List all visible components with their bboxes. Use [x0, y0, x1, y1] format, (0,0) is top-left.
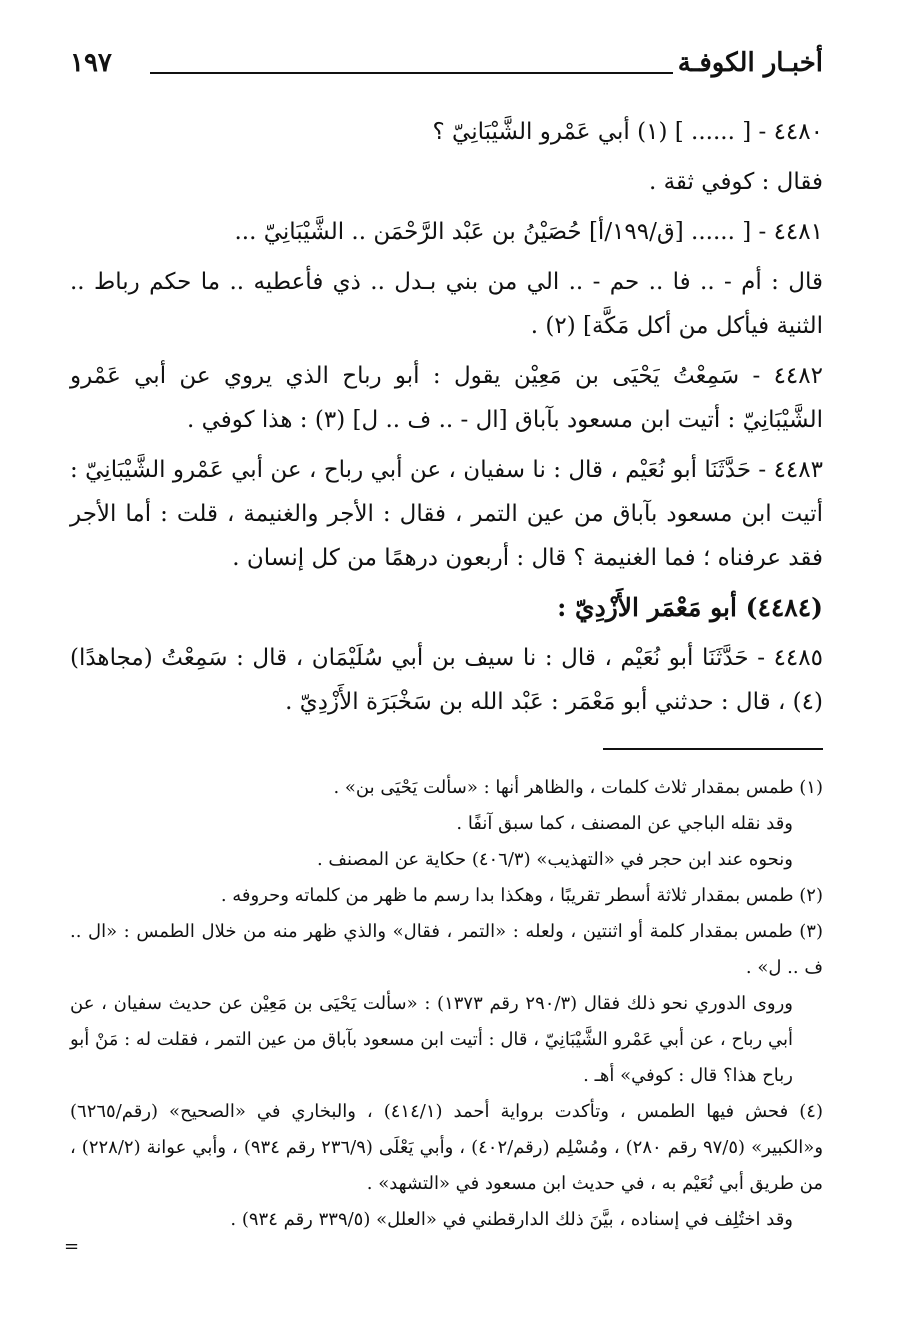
- entry-4480: ٤٤٨٠ - [ ...... ] (١) أبي عَمْرو الشَّيْبَانِيّ ؟: [432, 119, 823, 145]
- running-title: أخبـار الكوفـة: [677, 48, 823, 78]
- entry-4481: ٤٤٨١ - [ ...... [ق/١٩٩/أ] حُصَيْنُ بن عَبْد الرَّحْمَن .. الشَّيْبَانِيّ ...: [234, 219, 823, 245]
- entry-4483: ٤٤٨٣ - حَدَّثَنَا أبو نُعَيْم ، قال : نا سفيان ، عن أبي رباح ، عن أبي عَمْرو الشَّيْبَانِيّ : أتيت ابن مسعود بآباق من عين التمر ، فقال : الأجر والغنيمة ، قلت : أما الأجر فقد عرفناه ؛ فما الغنيمة ؟ قال : أربعون درهمًا من كل إنسان .: [70, 457, 823, 571]
- footnote-4-line-2: وقد اختُلِف في إسناده ، بيَّنَ ذلك الدارقطني في «العلل» (٣٣٩/٥ رقم ٩٣٤) .: [230, 1209, 793, 1230]
- main-text: [70, 110, 823, 730]
- footnote-3: (٣) طمس بمقدار كلمة أو اثنتين ، ولعله : «التمر ، فقال» والذي ظهر منه من خلال الطمس : «ال .. ف .. ل» .: [70, 921, 823, 978]
- footnotes: [70, 770, 823, 1238]
- footnote-1-line-3: ونحوه عند ابن حجر في «التهذيب» (٤٠٦/٣) حكاية عن المصنف .: [316, 849, 793, 870]
- continuation-mark: =: [64, 1236, 80, 1257]
- footnote-4: (٤) فحش فيها الطمس ، وتأكدت برواية أحمد (٤١٤/١) ، والبخاري في «الصحيح» (رقم/٦٢٦٥) و«الكبير» (٩٧/٥ رقم ٢٨٠) ، ومُسْلِم (رقم/٤٠٢) ، وأبي يَعْلَى (٢٣٦/٩ رقم ٩٣٤) ، وأبي عوانة (٢٢٨/٢) ، من طريق أبي نُعَيْم به ، في حديث ابن مسعود في «التشهد» .: [70, 1101, 824, 1194]
- entry-4485: ٤٤٨٥ - حَدَّثَنَا أبو نُعَيْم ، قال : نا سيف بن أبي سُلَيْمَان ، قال : سَمِعْتُ (مجاهدًا) (٤) ، قال : حدثني أبو مَعْمَر : عَبْد الله بن سَخْبَرَة الأَزْدِيّ .: [70, 645, 823, 715]
- footnote-1: (١) طمس بمقدار ثلاث كلمات ، والظاهر أنها : «سألت يَحْيَى بن» .: [333, 777, 823, 798]
- header-rule: [150, 72, 673, 74]
- entry-4481-continued: قال : أم - .. فا .. حم - .. الي من بني بـدل .. ذي فأعطيه .. ما حكم رباط .. الثنية فيأكل من أكل مَكَّة] (٢) .: [70, 269, 823, 339]
- page-header: [70, 48, 823, 88]
- entry-4480-answer: فقال : كوفي ثقة .: [648, 169, 823, 195]
- footnote-separator: [603, 748, 823, 750]
- entry-4482: ٤٤٨٢ - سَمِعْتُ يَحْيَى بن مَعِيْن يقول : أبو رباح الذي يروي عن أبي عَمْرو الشَّيْبَانِيّ : أتيت ابن مسعود بآباق [ال - .. ف .. ل] (٣) : هذا كوفي .: [70, 363, 823, 433]
- footnote-3-line-2: وروى الدوري نحو ذلك فقال (٢٩٠/٣ رقم ١٣٧٣) : «سألت يَحْيَى بن مَعِيْن عن حديث سفيان ، عن أبي رباح ، عن أبي عَمْرو الشَّيْبَانِيّ ، قال : أتيت ابن مسعود بآباق من عين التمر ، فقلت له : مَنْ أبو رباح هذا؟ قال : كوفي» أهـ .: [70, 993, 793, 1086]
- page-number: ١٩٧: [70, 48, 112, 78]
- footnote-1-line-2: وقد نقله الباجي عن المصنف ، كما سبق آنفًا .: [456, 813, 793, 834]
- section-heading-4484: (٤٤٨٤) أبو مَعْمَر الأَزْدِيّ :: [557, 593, 823, 622]
- footnote-2: (٢) طمس بمقدار ثلاثة أسطر تقريبًا ، وهكذا بدا رسم ما ظهر من كلماته وحروفه .: [220, 885, 823, 906]
